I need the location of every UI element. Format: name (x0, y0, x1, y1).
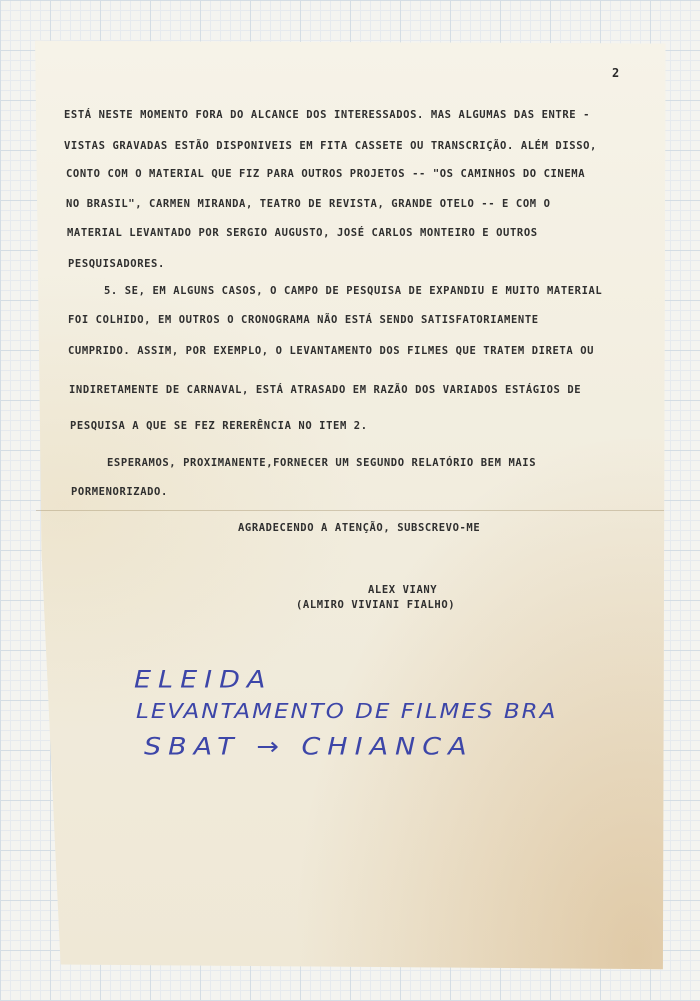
closing-line: AGRADECENDO A ATENÇÃO, SUBSCREVO-ME (238, 522, 481, 534)
body-line: MATERIAL LEVANTADO POR SERGIO AUGUSTO, JOSÉ CARLOS MONTEIRO E OUTROS (67, 227, 538, 239)
body-line: PORMENORIZADO. (71, 486, 168, 498)
body-line: PESQUISA A QUE SE FEZ RERERÊNCIA NO ITEM 2. (70, 420, 368, 432)
paper-fold-line (36, 510, 664, 511)
signature-name: ALEX VIANY (368, 584, 438, 596)
handwritten-note: SBAT → CHIANCA (144, 733, 474, 761)
body-line: CONTO COM O MATERIAL QUE FIZ PARA OUTROS PROJETOS -- "OS CAMINHOS DO CINEMA (66, 168, 586, 180)
body-line: FOI COLHIDO, EM OUTROS O CRONOGRAMA NÃO ESTÁ SENDO SATISFATORIAMENTE (68, 314, 539, 326)
handwritten-note: LEVANTAMENTO DE FILMES BRA (136, 700, 558, 724)
body-line: INDIRETAMENTE DE CARNAVAL, ESTÁ ATRASADO EM RAZÃO DOS VARIADOS ESTÁGIOS DE (69, 384, 582, 396)
body-line: ESTÁ NESTE MOMENTO FORA DO ALCANCE DOS INTERESSADOS. MAS ALGUMAS DAS ENTRE - (64, 109, 591, 121)
page-number: 2 (612, 66, 620, 80)
body-line: VISTAS GRAVADAS ESTÃO DISPONIVEIS EM FITA CASSETE OU TRANSCRIÇÃO. ALÉM DISSO, (64, 140, 597, 152)
signature-full-name: (ALMIRO VIVIANI FIALHO) (296, 599, 456, 611)
body-line: ESPERAMOS, PROXIMANENTE,FORNECER UM SEGUNDO RELATÓRIO BEM MAIS (107, 457, 537, 469)
body-line: 5. SE, EM ALGUNS CASOS, O CAMPO DE PESQUISA DE EXPANDIU E MUITO MATERIAL (104, 285, 603, 297)
body-line: CUMPRIDO. ASSIM, POR EXEMPLO, O LEVANTAMENTO DOS FILMES QUE TRATEM DIRETA OU (68, 345, 595, 357)
body-line: PESQUISADORES. (68, 258, 165, 270)
body-line: NO BRASIL", CARMEN MIRANDA, TEATRO DE REVISTA, GRANDE OTELO -- E COM O (66, 198, 551, 210)
handwritten-note: ELEIDA (134, 666, 273, 694)
